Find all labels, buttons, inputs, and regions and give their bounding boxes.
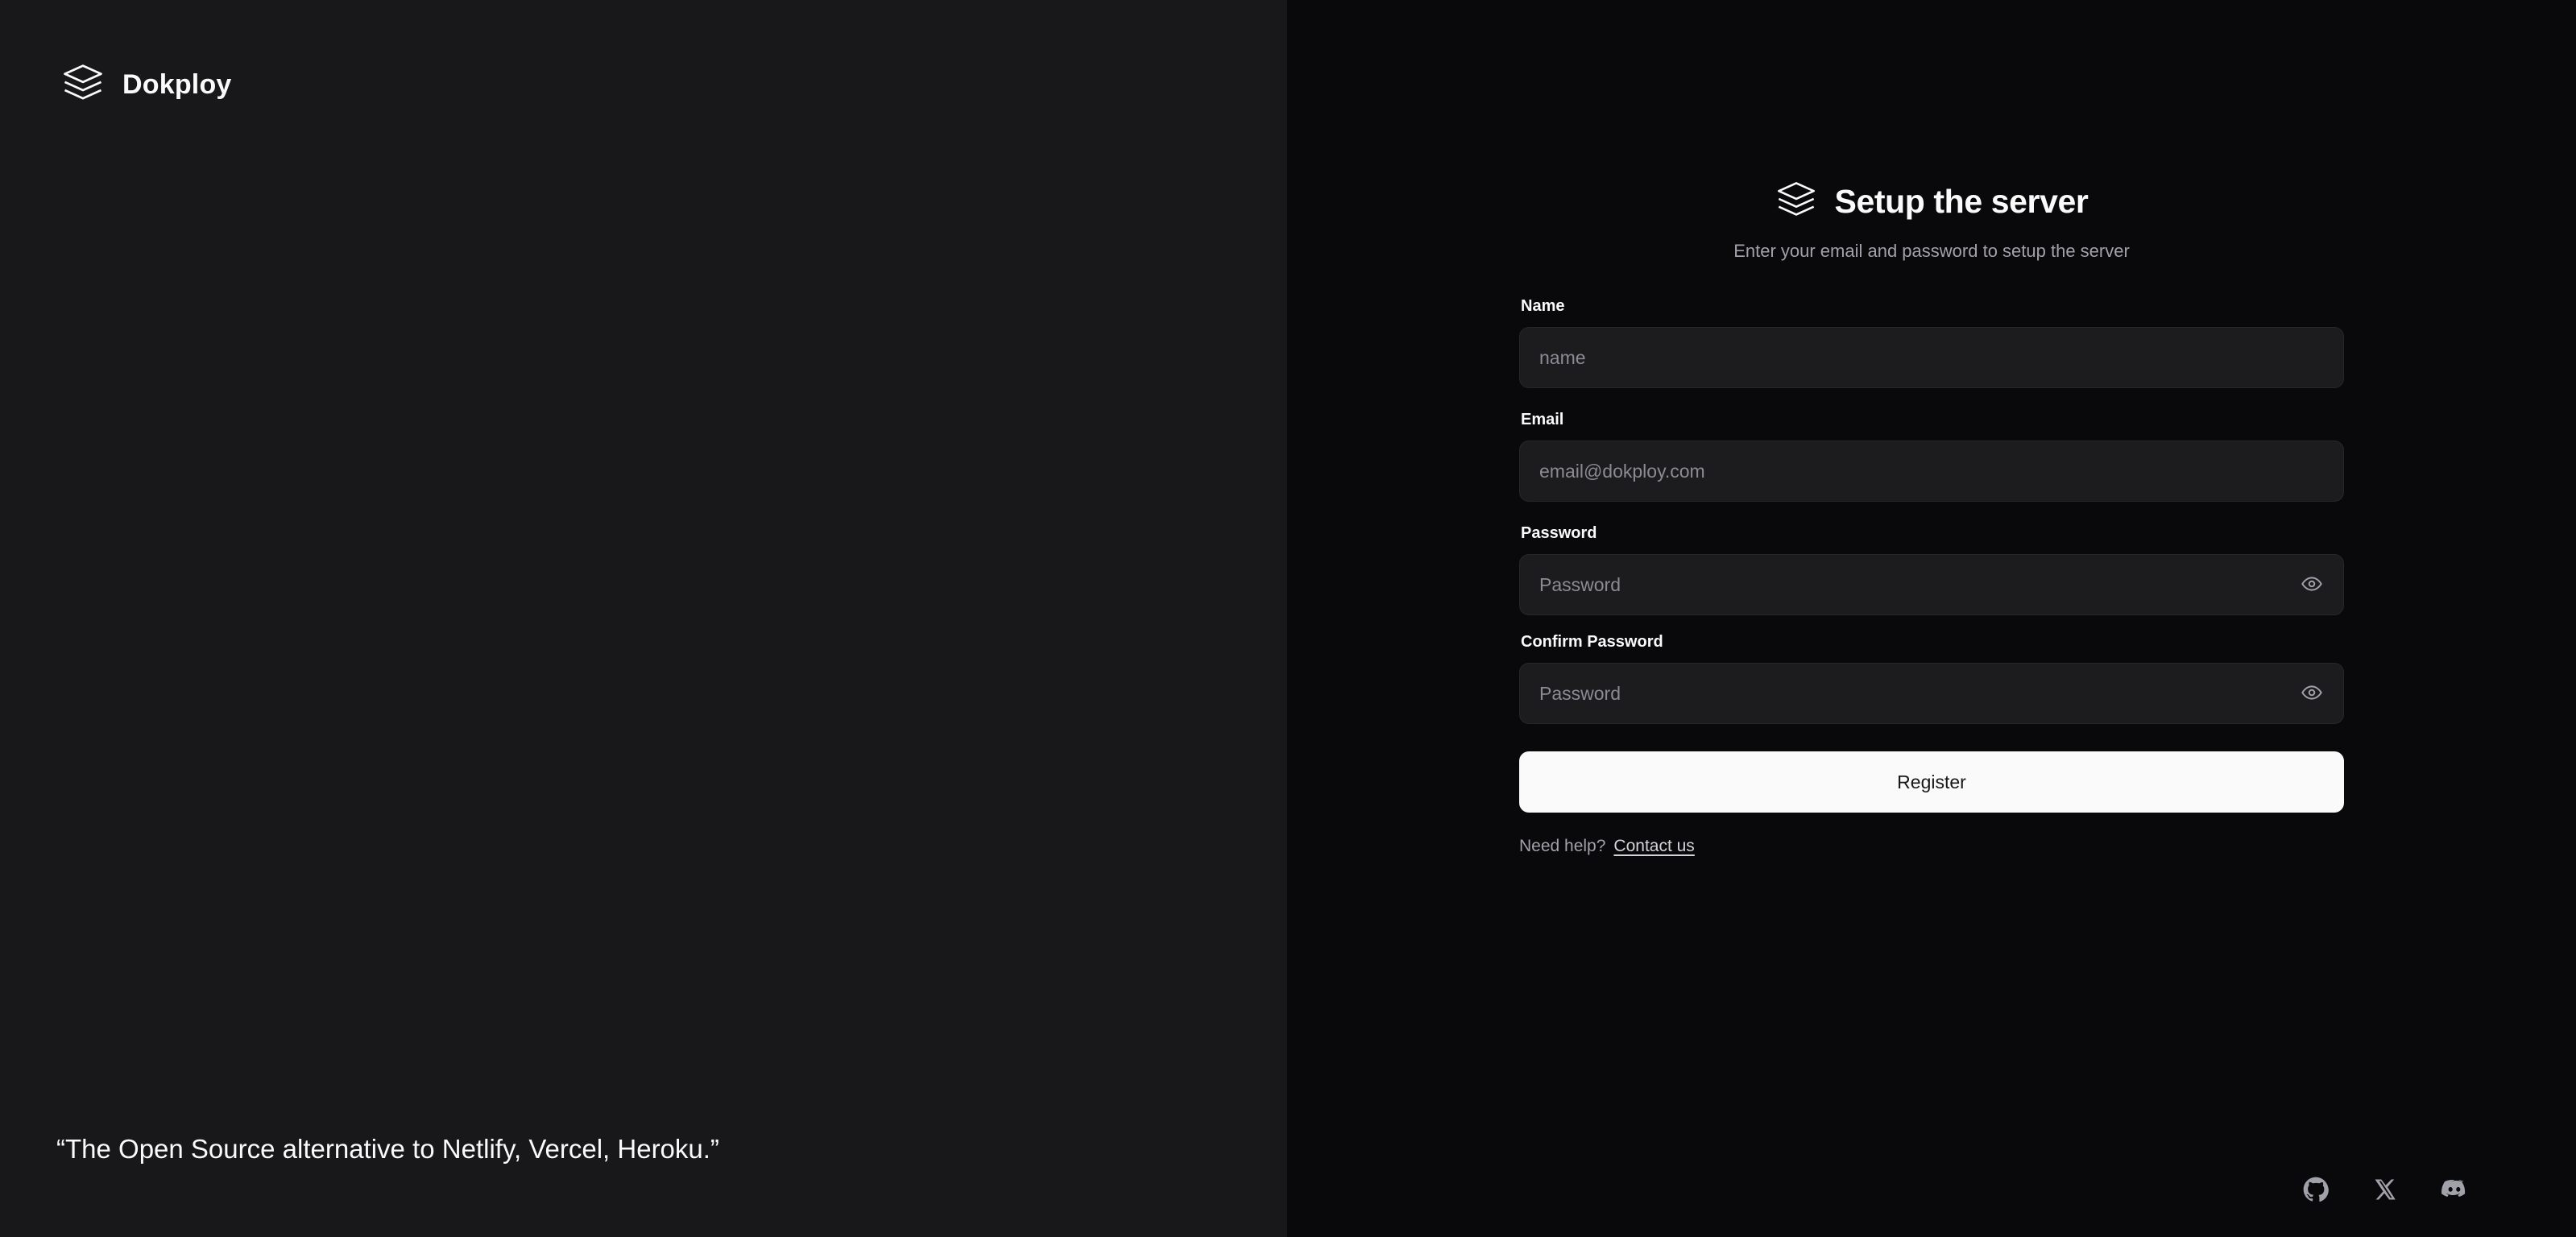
quote-text: “The Open Source alternative to Netlify, Vercel, Heroku.” xyxy=(56,1133,719,1164)
name-input-shell xyxy=(1519,327,2344,388)
eye-icon xyxy=(2301,681,2323,706)
field-password xyxy=(1519,524,2344,615)
github-icon[interactable] xyxy=(2302,1176,2330,1203)
eye-icon xyxy=(2301,573,2323,598)
social-links xyxy=(2302,1176,2468,1203)
discord-icon[interactable] xyxy=(2441,1176,2468,1203)
name-label: Name xyxy=(1521,297,1565,315)
contact-us-link[interactable]: Contact us xyxy=(1613,837,1695,855)
quote-block xyxy=(0,1131,1287,1237)
page-title: Setup the server xyxy=(1834,183,2089,220)
field-email xyxy=(1519,411,2344,502)
dokploy-logo-icon xyxy=(1775,179,1817,225)
dokploy-logo-icon xyxy=(61,61,105,109)
password-input[interactable] xyxy=(1519,554,2344,615)
help-row xyxy=(1519,837,2344,856)
email-input-shell xyxy=(1519,441,2344,502)
x-twitter-icon[interactable] xyxy=(2371,1176,2399,1203)
password-input-shell xyxy=(1519,554,2344,615)
register-button[interactable]: Register xyxy=(1519,751,2344,813)
confirm-password-label: Confirm Password xyxy=(1521,633,1663,651)
brand-name: Dokploy xyxy=(122,69,232,100)
name-input[interactable] xyxy=(1519,327,2344,388)
field-confirm-password xyxy=(1519,633,2344,724)
form-title-row xyxy=(1519,179,2344,225)
right-form-panel xyxy=(1287,0,2576,1237)
left-branding-panel xyxy=(0,0,1287,1237)
confirm-password-input-shell xyxy=(1519,663,2344,724)
password-label: Password xyxy=(1521,524,1597,542)
help-text: Need help? xyxy=(1519,837,1606,855)
field-name xyxy=(1519,297,2344,388)
email-label: Email xyxy=(1521,411,1564,428)
brand xyxy=(0,0,1287,109)
page-subtitle: Enter your email and password to setup the server xyxy=(1733,241,2130,261)
setup-form xyxy=(1519,179,2344,856)
confirm-password-input[interactable] xyxy=(1519,663,2344,724)
toggle-password-visibility-button[interactable] xyxy=(2294,567,2330,602)
email-input[interactable] xyxy=(1519,441,2344,502)
toggle-confirm-password-visibility-button[interactable] xyxy=(2294,676,2330,711)
